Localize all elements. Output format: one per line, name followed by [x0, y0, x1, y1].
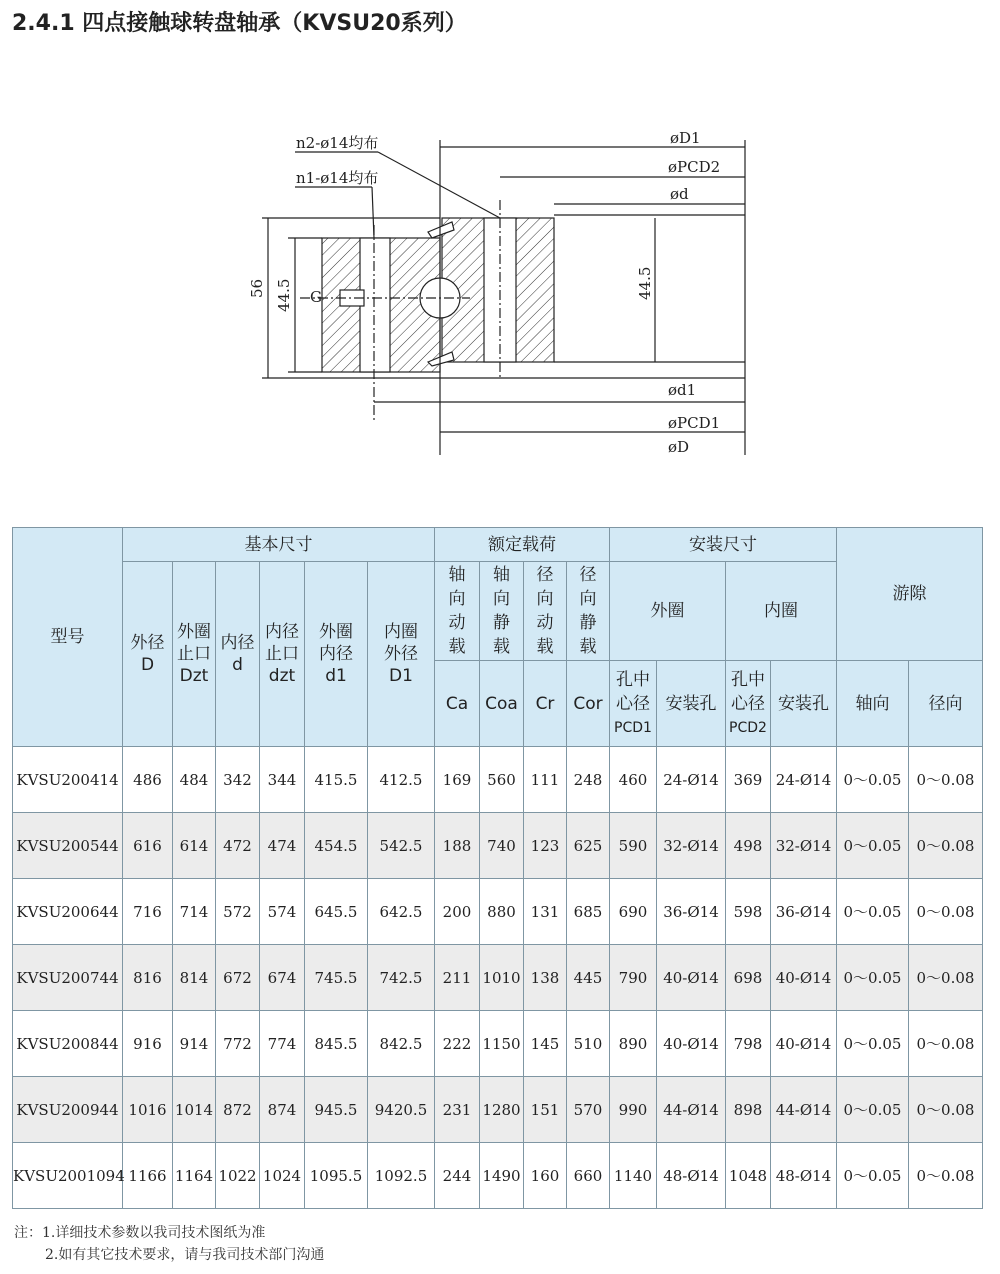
table-cell: 542.5: [368, 813, 435, 879]
header-label: 外径: [130, 633, 165, 653]
header-symbol: PCD2: [729, 719, 767, 736]
table-cell: 1016: [123, 1077, 173, 1143]
label-n2: n2-ø14均布: [296, 134, 379, 152]
table-cell: 774: [260, 1011, 305, 1077]
header-hole-pcd1: 安装孔: [657, 661, 726, 747]
table-cell: 685: [567, 879, 610, 945]
cell-model: KVSU2001094: [13, 1143, 123, 1209]
table-cell: 590: [610, 813, 657, 879]
header-load-Coa: [480, 562, 524, 661]
label-D1: øD1: [670, 129, 701, 147]
table-cell: 222: [435, 1011, 480, 1077]
table-cell: 131: [524, 879, 567, 945]
header-label: 轴向静载: [493, 565, 510, 657]
table-cell: 0～0.05: [837, 945, 909, 1011]
table-cell: 151: [524, 1077, 567, 1143]
table-row: [13, 879, 983, 945]
header-basic: 基本尺寸: [123, 528, 435, 562]
table-cell: 0～0.08: [909, 1143, 983, 1209]
table-cell: 344: [260, 747, 305, 813]
table-cell: 0～0.05: [837, 747, 909, 813]
header-basic-d1: [305, 562, 368, 747]
header-symbol-Cr: Cr: [524, 661, 567, 747]
table-cell: 169: [435, 747, 480, 813]
table-row: [13, 1011, 983, 1077]
table-cell: 36-Ø14: [771, 879, 837, 945]
table-cell: 916: [123, 1011, 173, 1077]
table-cell: 798: [726, 1011, 771, 1077]
header-model: 型号: [13, 528, 123, 747]
table-cell: 790: [610, 945, 657, 1011]
table-cell: 40-Ø14: [657, 945, 726, 1011]
table-cell: 111: [524, 747, 567, 813]
table-cell: 342: [216, 747, 260, 813]
label-G: G: [310, 288, 322, 306]
header-pcd2: [726, 661, 771, 747]
table-cell: 990: [610, 1077, 657, 1143]
bearing-cross-section-drawing: [0, 110, 1000, 470]
table-cell: 244: [435, 1143, 480, 1209]
table-cell: 36-Ø14: [657, 879, 726, 945]
table-cell: 1048: [726, 1143, 771, 1209]
specification-table: [12, 527, 983, 1209]
header-symbol: d: [232, 655, 243, 675]
table-cell: 1150: [480, 1011, 524, 1077]
header-label: 外圈内径: [319, 622, 353, 664]
label-d: ød: [670, 185, 689, 203]
table-cell: 510: [567, 1011, 610, 1077]
header-inner-ring: 内圈: [726, 562, 837, 661]
table-cell: 945.5: [305, 1077, 368, 1143]
header-label: 内圈外径: [384, 622, 418, 664]
table-cell: 814: [173, 945, 216, 1011]
table-cell: 0～0.08: [909, 879, 983, 945]
header-label: 内径: [220, 633, 255, 653]
table-cell: 1014: [173, 1077, 216, 1143]
table-cell: 48-Ø14: [657, 1143, 726, 1209]
table-cell: 598: [726, 879, 771, 945]
table-cell: 874: [260, 1077, 305, 1143]
table-cell: 231: [435, 1077, 480, 1143]
header-symbol: Dzt: [179, 666, 209, 686]
table-row: [13, 747, 983, 813]
table-cell: 698: [726, 945, 771, 1011]
header-load-Ca: [435, 562, 480, 661]
table-cell: 616: [123, 813, 173, 879]
header-label: 孔中心径: [731, 669, 765, 714]
note-2: 2.如有其它技术要求，请与我司技术部门沟通: [45, 1247, 325, 1263]
label-n1: n1-ø14均布: [296, 169, 379, 187]
header-outer-ring: 外圈: [610, 562, 726, 661]
table-cell: 0～0.05: [837, 1143, 909, 1209]
table-cell: 572: [216, 879, 260, 945]
table-cell: 24-Ø14: [771, 747, 837, 813]
table-cell: 0～0.05: [837, 1077, 909, 1143]
cell-model: KVSU200844: [13, 1011, 123, 1077]
table-cell: 745.5: [305, 945, 368, 1011]
header-basic-Dzt: [173, 562, 216, 747]
table-cell: 742.5: [368, 945, 435, 1011]
table-cell: 24-Ø14: [657, 747, 726, 813]
header-label: 径向静载: [579, 565, 597, 657]
header-clearance-axial: 轴向: [837, 661, 909, 747]
table-cell: 570: [567, 1077, 610, 1143]
table-cell: 772: [216, 1011, 260, 1077]
label-PCD1: øPCD1: [668, 414, 721, 432]
table-cell: 880: [480, 879, 524, 945]
table-row: [13, 1143, 983, 1209]
label-height-56: 56: [248, 278, 266, 298]
cell-model: KVSU200744: [13, 945, 123, 1011]
table-cell: 200: [435, 879, 480, 945]
table-cell: 645.5: [305, 879, 368, 945]
header-symbol-Coa: Coa: [480, 661, 524, 747]
table-cell: 1280: [480, 1077, 524, 1143]
table-cell: 0～0.08: [909, 747, 983, 813]
table-cell: 48-Ø14: [771, 1143, 837, 1209]
label-D: øD: [668, 438, 690, 456]
table-cell: 0～0.08: [909, 813, 983, 879]
notes: [14, 1222, 324, 1266]
table-cell: 0～0.05: [837, 879, 909, 945]
table-cell: 690: [610, 879, 657, 945]
header-label: 孔中心径: [616, 669, 650, 714]
table-row: [13, 813, 983, 879]
table-cell: 898: [726, 1077, 771, 1143]
table-cell: 484: [173, 747, 216, 813]
header-basic-D: [123, 562, 173, 747]
table-cell: 498: [726, 813, 771, 879]
table-cell: 32-Ø14: [657, 813, 726, 879]
table-cell: 672: [216, 945, 260, 1011]
label-height-inner: 44.5: [636, 266, 654, 300]
table-cell: 1166: [123, 1143, 173, 1209]
header-load-Cor: [567, 562, 610, 661]
table-cell: 1140: [610, 1143, 657, 1209]
header-symbol: D1: [389, 666, 413, 686]
table-cell: 574: [260, 879, 305, 945]
table-cell: 138: [524, 945, 567, 1011]
table-row: [13, 1077, 983, 1143]
header-label: 径向动载: [536, 565, 554, 657]
table-cell: 0～0.08: [909, 1077, 983, 1143]
table-cell: 40-Ø14: [771, 945, 837, 1011]
cell-model: KVSU200944: [13, 1077, 123, 1143]
table-cell: 188: [435, 813, 480, 879]
table-cell: 674: [260, 945, 305, 1011]
table-cell: 445: [567, 945, 610, 1011]
table-cell: 248: [567, 747, 610, 813]
table-cell: 474: [260, 813, 305, 879]
header-load: 额定载荷: [435, 528, 610, 562]
table-cell: 486: [123, 747, 173, 813]
table-cell: 44-Ø14: [657, 1077, 726, 1143]
label-PCD2: øPCD2: [668, 158, 721, 176]
header-basic-dzt: [260, 562, 305, 747]
header-install: 安装尺寸: [610, 528, 837, 562]
note-1: 注：1.详细技术参数以我司技术图纸为准: [14, 1225, 266, 1241]
table-cell: 412.5: [368, 747, 435, 813]
header-label: 内径止口: [265, 622, 299, 664]
cell-model: KVSU200644: [13, 879, 123, 945]
table-cell: 890: [610, 1011, 657, 1077]
table-row: [13, 945, 983, 1011]
table-cell: 369: [726, 747, 771, 813]
header-symbol: PCD1: [614, 719, 652, 736]
table-cell: 740: [480, 813, 524, 879]
table-cell: 714: [173, 879, 216, 945]
table-cell: 914: [173, 1011, 216, 1077]
table-cell: 40-Ø14: [657, 1011, 726, 1077]
table-cell: 0～0.08: [909, 945, 983, 1011]
cell-model: KVSU200544: [13, 813, 123, 879]
table-cell: 660: [567, 1143, 610, 1209]
header-load-Cr: [524, 562, 567, 661]
header-symbol: d1: [325, 666, 347, 686]
table-cell: 716: [123, 879, 173, 945]
table-cell: 1022: [216, 1143, 260, 1209]
table-cell: 642.5: [368, 879, 435, 945]
table-cell: 211: [435, 945, 480, 1011]
table-cell: 614: [173, 813, 216, 879]
cell-model: KVSU200414: [13, 747, 123, 813]
header-hole-pcd2: 安装孔: [771, 661, 837, 747]
header-symbol-Ca: Ca: [435, 661, 480, 747]
table-cell: 415.5: [305, 747, 368, 813]
header-symbol: D: [140, 655, 155, 675]
table-cell: 1164: [173, 1143, 216, 1209]
header-basic-D1: [368, 562, 435, 747]
table-cell: 625: [567, 813, 610, 879]
table-cell: 1024: [260, 1143, 305, 1209]
table-cell: 32-Ø14: [771, 813, 837, 879]
table-cell: 872: [216, 1077, 260, 1143]
table-cell: 40-Ø14: [771, 1011, 837, 1077]
header-label: 外圈止口: [177, 622, 211, 664]
header-clearance: 游隙: [837, 528, 983, 661]
table-cell: 44-Ø14: [771, 1077, 837, 1143]
page-title: 2.4.1 四点接触球转盘轴承（KVSU20系列）: [12, 11, 467, 36]
table-cell: 0～0.05: [837, 813, 909, 879]
header-clearance-radial: 径向: [909, 661, 983, 747]
table-cell: 845.5: [305, 1011, 368, 1077]
header-label: 轴向动载: [448, 565, 466, 657]
table-cell: 160: [524, 1143, 567, 1209]
header-symbol-Cor: Cor: [567, 661, 610, 747]
header-basic-d: [216, 562, 260, 747]
header-symbol: dzt: [268, 666, 296, 686]
table-cell: 1095.5: [305, 1143, 368, 1209]
table-cell: 0～0.08: [909, 1011, 983, 1077]
table-cell: 1010: [480, 945, 524, 1011]
table-cell: 1092.5: [368, 1143, 435, 1209]
table-cell: 842.5: [368, 1011, 435, 1077]
table-cell: 123: [524, 813, 567, 879]
table-cell: 0～0.05: [837, 1011, 909, 1077]
table-cell: 1490: [480, 1143, 524, 1209]
label-height-outer: 44.5: [275, 278, 293, 312]
table-cell: 145: [524, 1011, 567, 1077]
table-cell: 454.5: [305, 813, 368, 879]
table-cell: 460: [610, 747, 657, 813]
table-cell: 472: [216, 813, 260, 879]
table-cell: 9420.5: [368, 1077, 435, 1143]
table-cell: 816: [123, 945, 173, 1011]
label-d1: ød1: [668, 381, 697, 399]
table-cell: 560: [480, 747, 524, 813]
header-pcd1: [610, 661, 657, 747]
